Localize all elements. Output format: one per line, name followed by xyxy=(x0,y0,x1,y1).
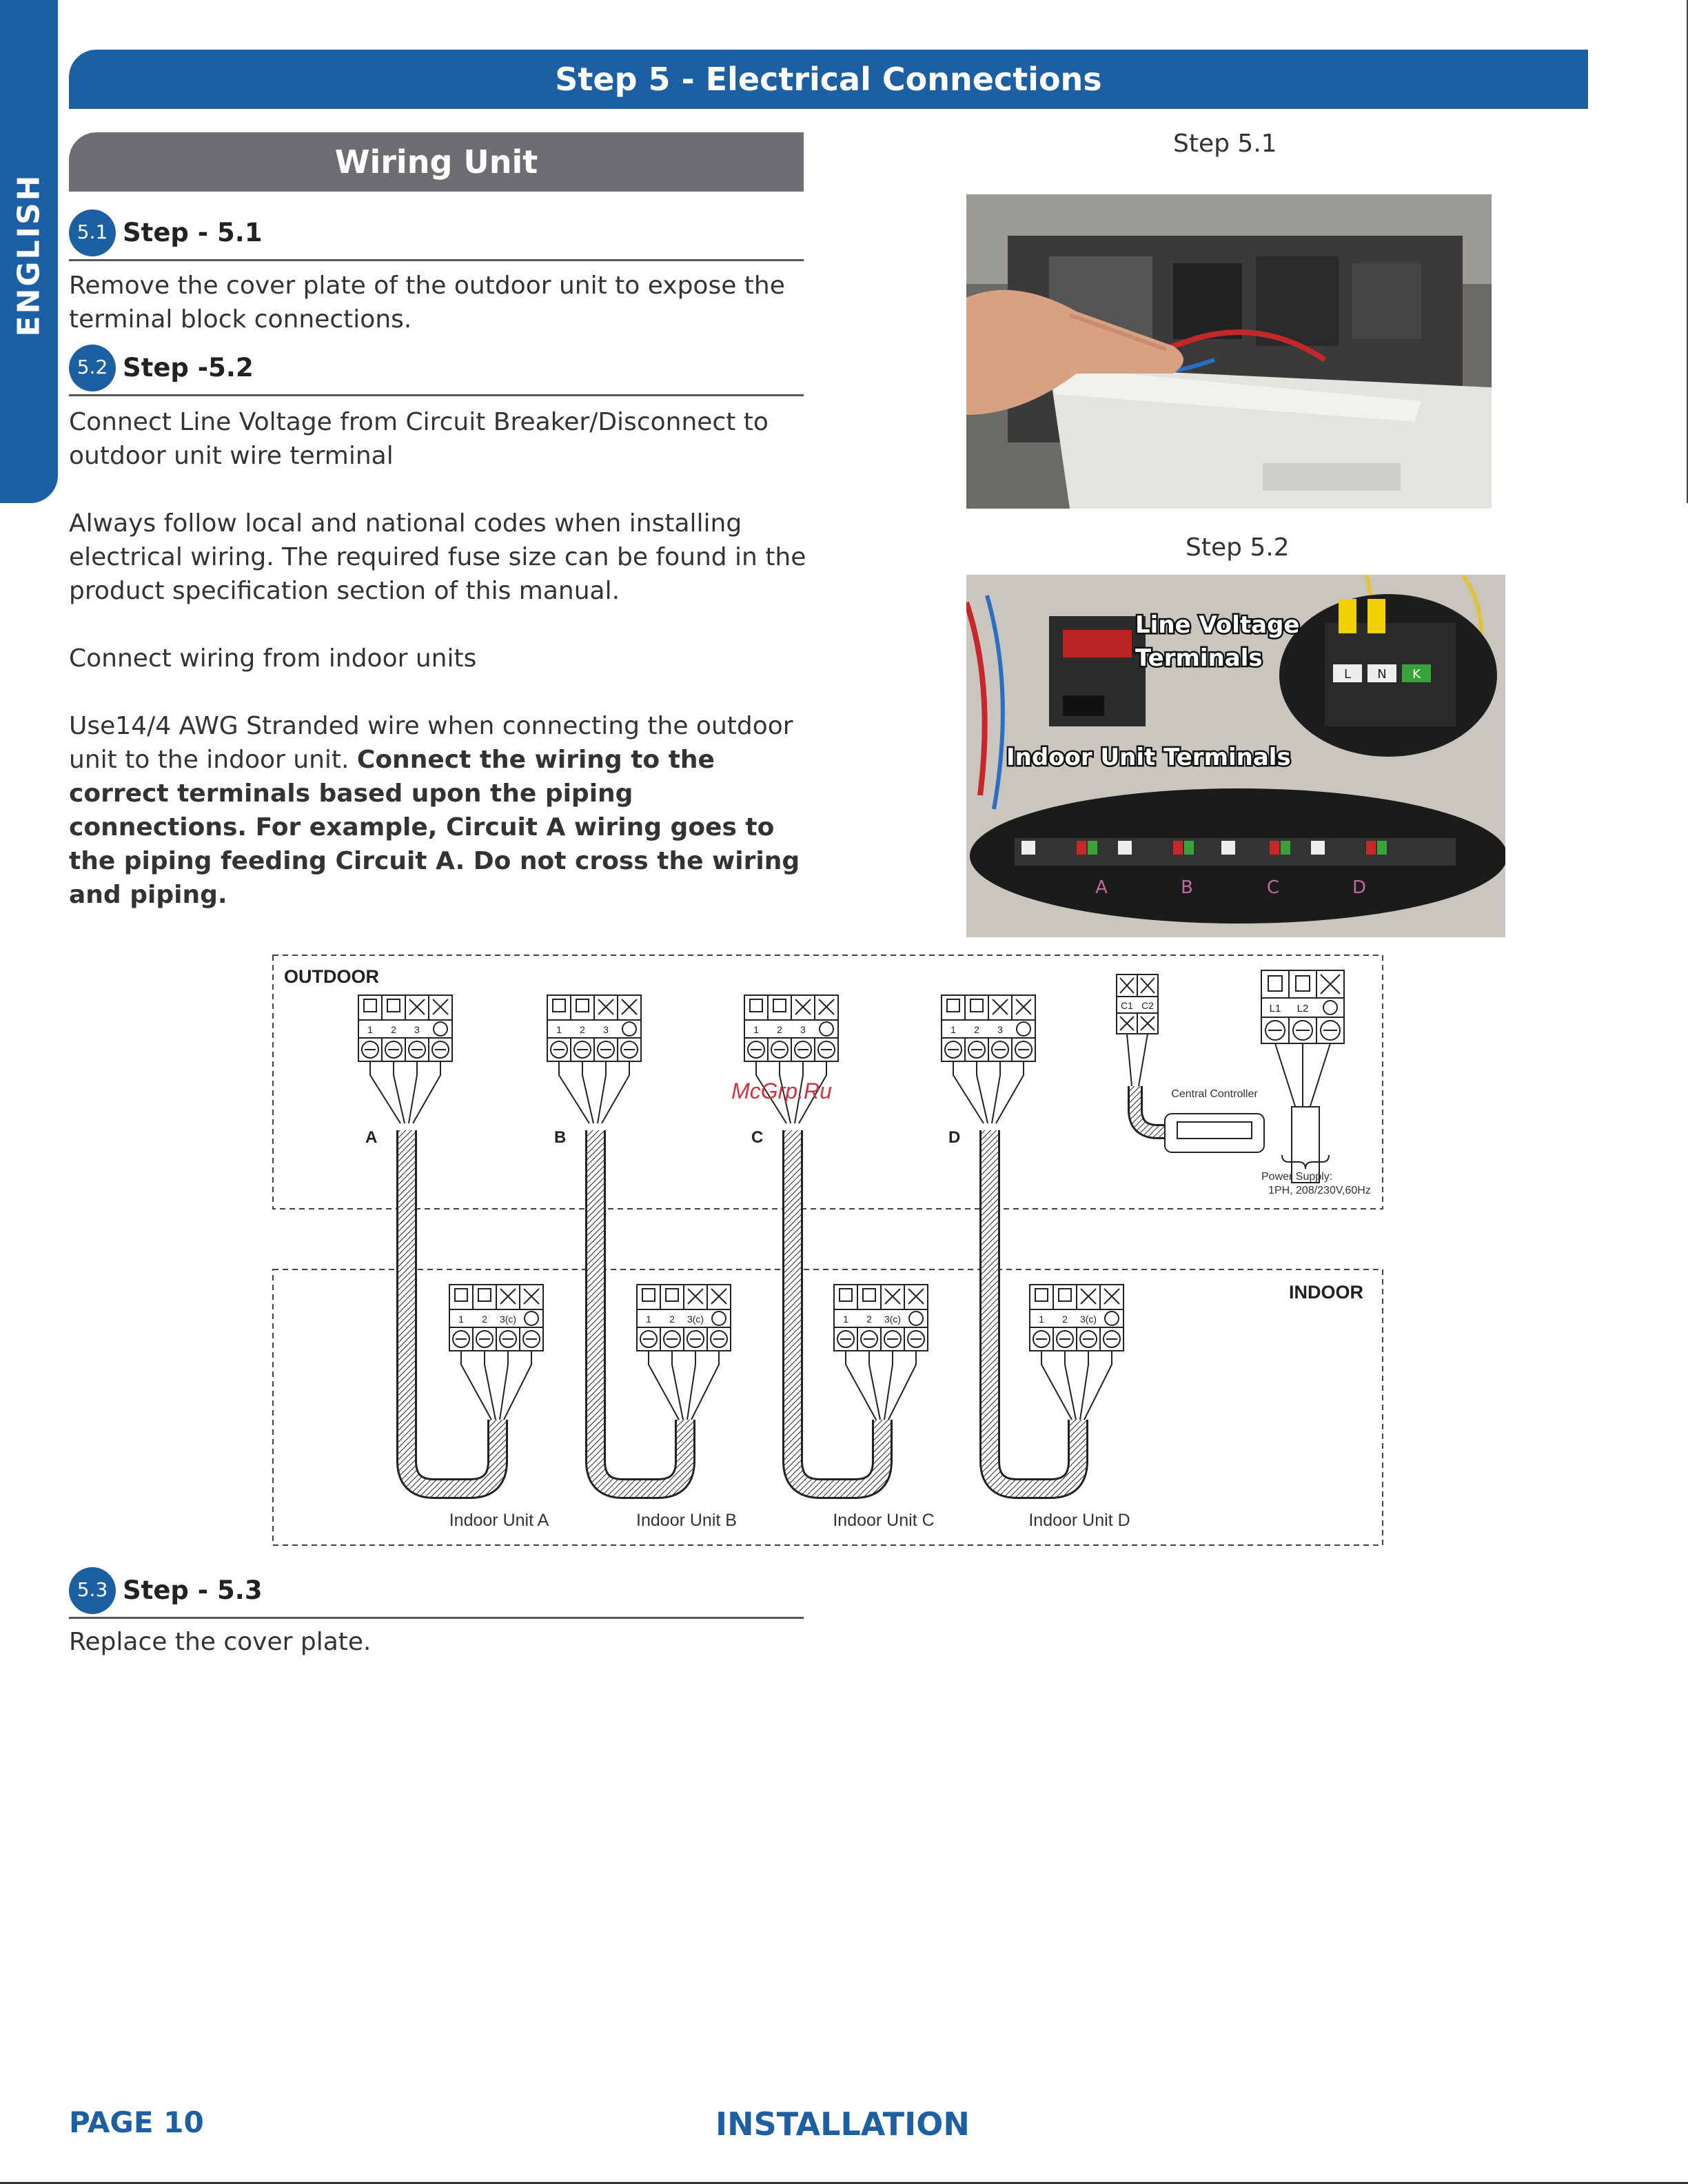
terminal-label: 2 xyxy=(669,1314,675,1325)
power-terminal-label: L1 xyxy=(1269,1003,1281,1014)
paragraph: Always follow local and national codes when installing electrical wiring. The required fuse size can be found in the product specification section of this manual. xyxy=(69,509,806,605)
step-badge: 5.3 xyxy=(69,1567,116,1614)
step-title: Step - 5.1 xyxy=(123,218,263,247)
terminal-label: 3(c) xyxy=(687,1314,704,1325)
paragraph: Connect wiring from indoor units xyxy=(69,644,477,673)
step-badge: 5.2 xyxy=(69,345,116,391)
line-terminal-k: K xyxy=(1412,667,1421,682)
page-title: Step 5 - Electrical Connections xyxy=(69,50,1588,109)
outdoor-label: OUTDOOR xyxy=(284,966,379,987)
circuit-label-d: D xyxy=(1352,877,1367,898)
terminal-label: 3 xyxy=(603,1024,609,1035)
terminal-label: 2 xyxy=(974,1024,979,1035)
wiring-diagram xyxy=(269,951,1392,1553)
wiring-diagram-svg xyxy=(269,951,1392,1551)
indoor-label: INDOOR xyxy=(1289,1282,1363,1303)
wire xyxy=(846,1351,876,1420)
terminal-label: 2 xyxy=(866,1314,872,1325)
step-5-3-text: Replace the cover plate. xyxy=(69,1628,372,1656)
wire xyxy=(1080,1351,1088,1420)
wire xyxy=(649,1351,679,1420)
terminal-label: 1 xyxy=(1039,1314,1044,1325)
language-tab xyxy=(0,0,58,503)
wire xyxy=(409,1061,417,1123)
step-badge: 5.1 xyxy=(69,210,116,256)
indoor-unit-label: Indoor Unit C xyxy=(833,1511,935,1530)
wire xyxy=(598,1061,606,1123)
photo-cover-plate xyxy=(966,194,1492,509)
terminal-label: 1 xyxy=(367,1024,373,1035)
wire xyxy=(1041,1351,1072,1420)
terminal-label: 1 xyxy=(843,1314,848,1325)
circuit-label-c: C xyxy=(1266,877,1280,898)
power-wire xyxy=(1275,1043,1296,1108)
line-voltage-label-2: Terminals xyxy=(1135,644,1263,672)
power-wire xyxy=(1310,1043,1330,1108)
line-terminal-l: L xyxy=(1343,667,1352,682)
terminal-label: 2 xyxy=(1062,1314,1068,1325)
circuit-label: C xyxy=(751,1128,764,1147)
language-label: ENGLISH xyxy=(11,173,47,337)
paragraph: Connect Line Voltage from Circuit Breaker/Disconnect to outdoor unit wire terminal xyxy=(69,408,769,470)
wire xyxy=(461,1351,491,1420)
wire xyxy=(500,1351,508,1420)
step-title: Step -5.2 xyxy=(123,353,254,382)
terminal-label: 2 xyxy=(580,1024,585,1035)
circuit-label: D xyxy=(948,1128,961,1147)
section-title: Wiring Unit xyxy=(69,132,804,192)
power-label-2: 1PH, 208/230V,60Hz xyxy=(1268,1185,1371,1196)
photo-caption-5-1: Step 5.1 xyxy=(1173,130,1277,158)
step-5-1-text: Remove the cover plate of the outdoor unit to expose the terminal block connections. xyxy=(69,272,785,334)
terminal-label: 1 xyxy=(556,1024,562,1035)
terminal-label: 3 xyxy=(414,1024,420,1035)
circuit-label-b: B xyxy=(1181,877,1193,898)
terminal-label: 3(c) xyxy=(1079,1314,1097,1325)
power-terminal-top xyxy=(1261,970,1289,998)
controller-terminal-label: C2 xyxy=(1141,1000,1154,1011)
terminal-label: 2 xyxy=(482,1314,487,1325)
power-terminal-label: L2 xyxy=(1296,1003,1309,1014)
wire xyxy=(370,1061,400,1123)
terminal-label: 1 xyxy=(458,1314,464,1325)
indoor-unit-label: Indoor Unit D xyxy=(1028,1511,1130,1530)
indoor-zone xyxy=(273,1269,1383,1545)
indoor-unit-label: Indoor Unit B xyxy=(636,1511,737,1530)
power-label-1: Power Supply: xyxy=(1261,1171,1333,1183)
wire xyxy=(992,1061,1000,1123)
watermark: McGrp.Ru xyxy=(731,1079,832,1103)
line-terminal-n: N xyxy=(1377,667,1387,682)
terminal-label: 3(c) xyxy=(884,1314,902,1325)
wire xyxy=(953,1061,984,1123)
step-5-2-text xyxy=(69,405,813,912)
indoor-unit-label: Indoor Unit A xyxy=(449,1511,549,1530)
terminal-label: 1 xyxy=(950,1024,956,1035)
wire xyxy=(559,1061,589,1123)
indoor-terminals-label: Indoor Unit Terminals xyxy=(1006,744,1291,771)
circuit-label: A xyxy=(365,1128,378,1147)
terminal-label: 2 xyxy=(391,1024,396,1035)
page-number: PAGE 10 xyxy=(69,2105,204,2139)
controller-device xyxy=(1165,1114,1264,1152)
footer-section: INSTALLATION xyxy=(715,2105,970,2143)
controller-terminal-label: C1 xyxy=(1121,1000,1133,1011)
paragraph: Use14/4 AWG Stranded wire when connecting the outdoor unit to the indoor unit. Connect the wiring to the correct terminals based upon the piping connections. For example, Circuit A wiring goes to the piping feeding Circuit A. Do not cross the wiring and piping. xyxy=(69,712,800,909)
terminal-label: 2 xyxy=(777,1024,782,1035)
photo-caption-5-2: Step 5.2 xyxy=(1186,533,1290,562)
step-5-3-header xyxy=(69,1564,804,1619)
controller-label: Central Controller xyxy=(1171,1088,1258,1100)
terminal-label: 1 xyxy=(646,1314,651,1325)
step-title: Step - 5.3 xyxy=(123,1575,263,1605)
terminal-label: 3 xyxy=(997,1024,1003,1035)
step-5-2-header xyxy=(69,342,804,396)
terminal-label: 3 xyxy=(800,1024,806,1035)
line-voltage-label-1: Line Voltage xyxy=(1135,611,1300,639)
circuit-label: B xyxy=(554,1128,567,1147)
step-5-1-header xyxy=(69,207,804,261)
power-terminal-top xyxy=(1289,970,1316,998)
wire xyxy=(884,1351,893,1420)
photo-terminals xyxy=(966,575,1505,937)
terminal-label: 3(c) xyxy=(499,1314,517,1325)
controller-wire xyxy=(1127,1034,1148,1086)
terminal-label: 1 xyxy=(753,1024,759,1035)
wire xyxy=(687,1351,695,1420)
circuit-label-a: A xyxy=(1095,877,1108,898)
